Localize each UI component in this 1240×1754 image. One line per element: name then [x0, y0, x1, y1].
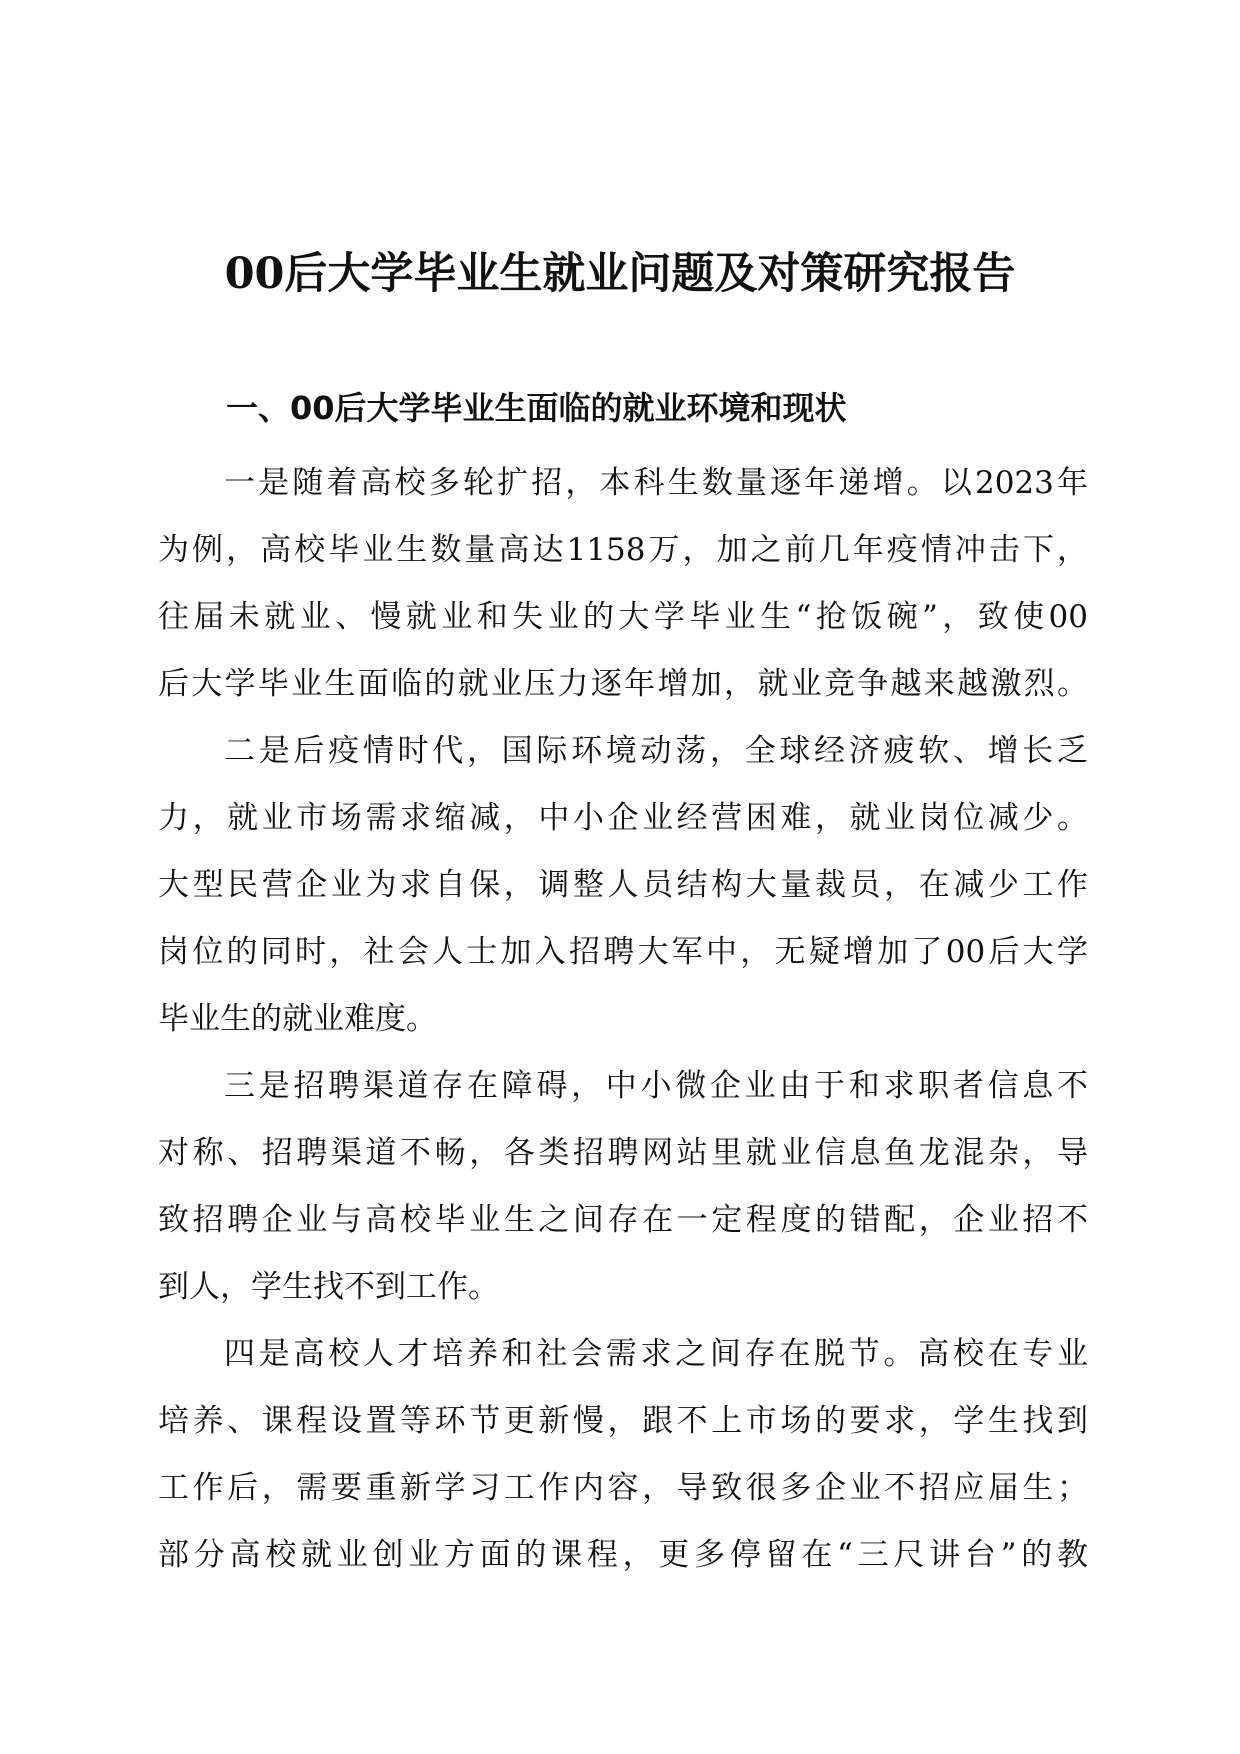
paragraph-line: 三是招聘渠道存在障碍，中小微企业由于和求职者信息不 [224, 1068, 1088, 1104]
paragraph-line: 为例，高校毕业生数量高达1158万，加之前几年疫情冲击下， [158, 532, 1088, 568]
paragraph-line: 对称、招聘渠道不畅，各类招聘网站里就业信息鱼龙混杂，导 [158, 1135, 1088, 1171]
paragraph-line: 岗位的同时，社会人士加入招聘大军中，无疑增加了00后大学 [158, 934, 1088, 970]
paragraph-line: 致招聘企业与高校毕业生之间存在一定程度的错配，企业招不 [158, 1202, 1088, 1238]
paragraph-line: 后大学毕业生面临的就业压力逐年增加，就业竞争越来越激烈。 [158, 666, 1088, 702]
paragraph-line: 大型民营企业为求自保，调整人员结构大量裁员，在减少工作 [158, 867, 1088, 903]
paragraph-line: 往届未就业、慢就业和失业的大学毕业生“抢饭碗”，致使00 [158, 599, 1088, 635]
paragraph-line: 培养、课程设置等环节更新慢，跟不上市场的要求，学生找到 [158, 1403, 1088, 1439]
paragraph-line: 到人，学生找不到工作。 [158, 1269, 499, 1305]
document-title: 00后大学毕业生就业问题及对策研究报告 [224, 249, 1016, 299]
paragraph-line: 一是随着高校多轮扩招，本科生数量逐年递增。以2023年 [224, 465, 1088, 501]
document-body [158, 450, 1088, 1589]
paragraph-line: 工作后，需要重新学习工作内容，导致很多企业不招应届生； [158, 1470, 1088, 1506]
section-heading: 一、00后大学毕业生面临的就业环境和现状 [226, 389, 847, 427]
paragraph-4 [158, 1321, 1088, 1589]
paragraph-line: 毕业生的就业难度。 [158, 1001, 437, 1037]
paragraph-line: 二是后疫情时代，国际环境动荡，全球经济疲软、增长乏 [224, 733, 1088, 769]
paragraph-line: 四是高校人才培养和社会需求之间存在脱节。高校在专业 [224, 1336, 1088, 1372]
paragraph-2 [158, 718, 1088, 1053]
paragraph-line: 部分高校就业创业方面的课程，更多停留在“三尺讲台”的教 [158, 1537, 1088, 1573]
paragraph-1 [158, 450, 1088, 718]
paragraph-line: 力，就业市场需求缩减，中小企业经营困难，就业岗位减少。 [158, 800, 1088, 836]
paragraph-3 [158, 1053, 1088, 1321]
